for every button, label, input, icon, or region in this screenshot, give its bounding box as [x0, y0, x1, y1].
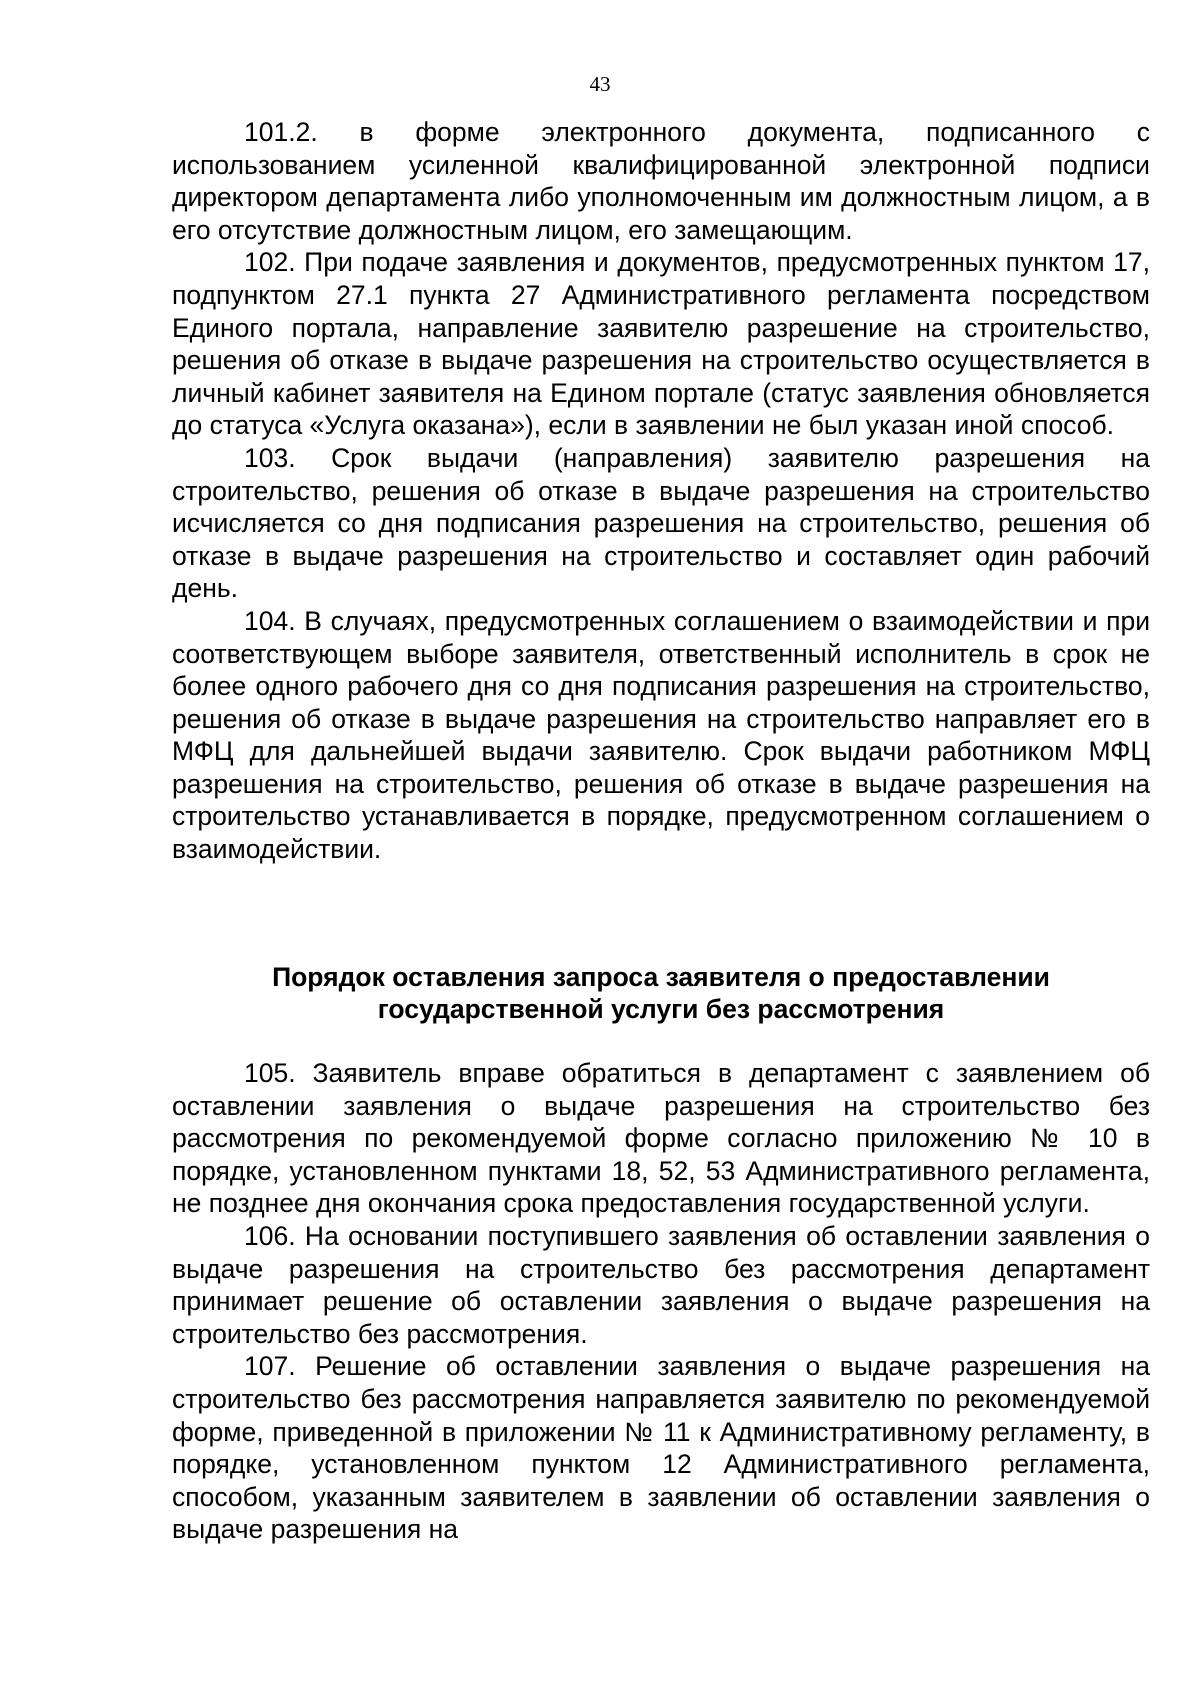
section-heading-line-1: Порядок оставления запроса заявителя о предоставлении	[272, 962, 1050, 992]
paragraph-105: 105. Заявитель вправе обратиться в департамент с заявлением об оставлении заявления о выдаче разрешения на строительство без рассмотрения по рекомендуемой форме согласно приложению № 10 в порядке, установленном пунктами 18, 52, 53 Административного регламента, не позднее дня окончания срока предоставления государственной услуги.	[172, 1058, 1150, 1219]
page-number: 43	[589, 72, 611, 96]
paragraph-106: 106. На основании поступившего заявления об оставлении заявления о выдаче разрешения на строительство без рассмотрения департамент принимает решение об оставлении заявления о выдаче разрешения на строительство без рассмотрения.	[172, 1220, 1150, 1349]
paragraph-101-2: 101.2. в форме электронного документа, подписанного с использованием усиленной квалифицированной электронной подписи директором департамента либо уполномоченным им должностным лицом, а в его отсутствие должностным лицом, его замещающим.	[172, 117, 1150, 245]
paragraph-102: 102. При подаче заявления и документов, предусмотренных пунктом 17, подпунктом 27.1 пункта 27 Административного регламента посредством Единого портала, направление заявителю разрешение на строительство, решения об отказе в выдаче разрешения на строительство осуществляется в личный кабинет заявителя на Едином портале (статус заявления обновляется до статуса «Услуга оказана»), если в заявлении не был указан иной способ.	[172, 247, 1150, 441]
paragraph-103: 103. Срок выдачи (направления) заявителю разрешения на строительство, решения об отказе в выдаче разрешения на строительство исчисляется со дня подписания разрешения на строительство, решения об отказе в выдаче разрешения на строительство и составляет один рабочий день.	[172, 442, 1150, 604]
section-heading-line-2: государственной услуги без рассмотрения	[377, 994, 945, 1024]
section-heading	[172, 961, 1150, 1025]
paragraph-107: 107. Решение об оставлении заявления о выдаче разрешения на строительство без рассмотрения направляется заявителю по рекомендуемой форме, приведенной в приложении № 11 к Административному регламенту, в порядке, установленном пунктом 12 Административного регламента, способом, указанным заявителем в заявлении об оставлении заявления о выдаче разрешения на	[172, 1351, 1150, 1545]
body-text-bottom	[172, 1057, 1150, 1546]
paragraph-104: 104. В случаях, предусмотренных соглашением о взаимодействии и при соответствующем выборе заявителя, ответственный исполнитель в срок не более одного рабочего дня со дня подписания разрешения на строительство, решения об отказе в выдаче разрешения на строительство направляет его в МФЦ для дальнейшей выдачи заявителю. Срок выдачи работником МФЦ разрешения на строительство, решения об отказе в выдаче разрешения на строительство устанавливается в порядке, предусмотренном соглашением о взаимодействии.	[172, 605, 1150, 865]
body-text-top	[172, 116, 1150, 866]
